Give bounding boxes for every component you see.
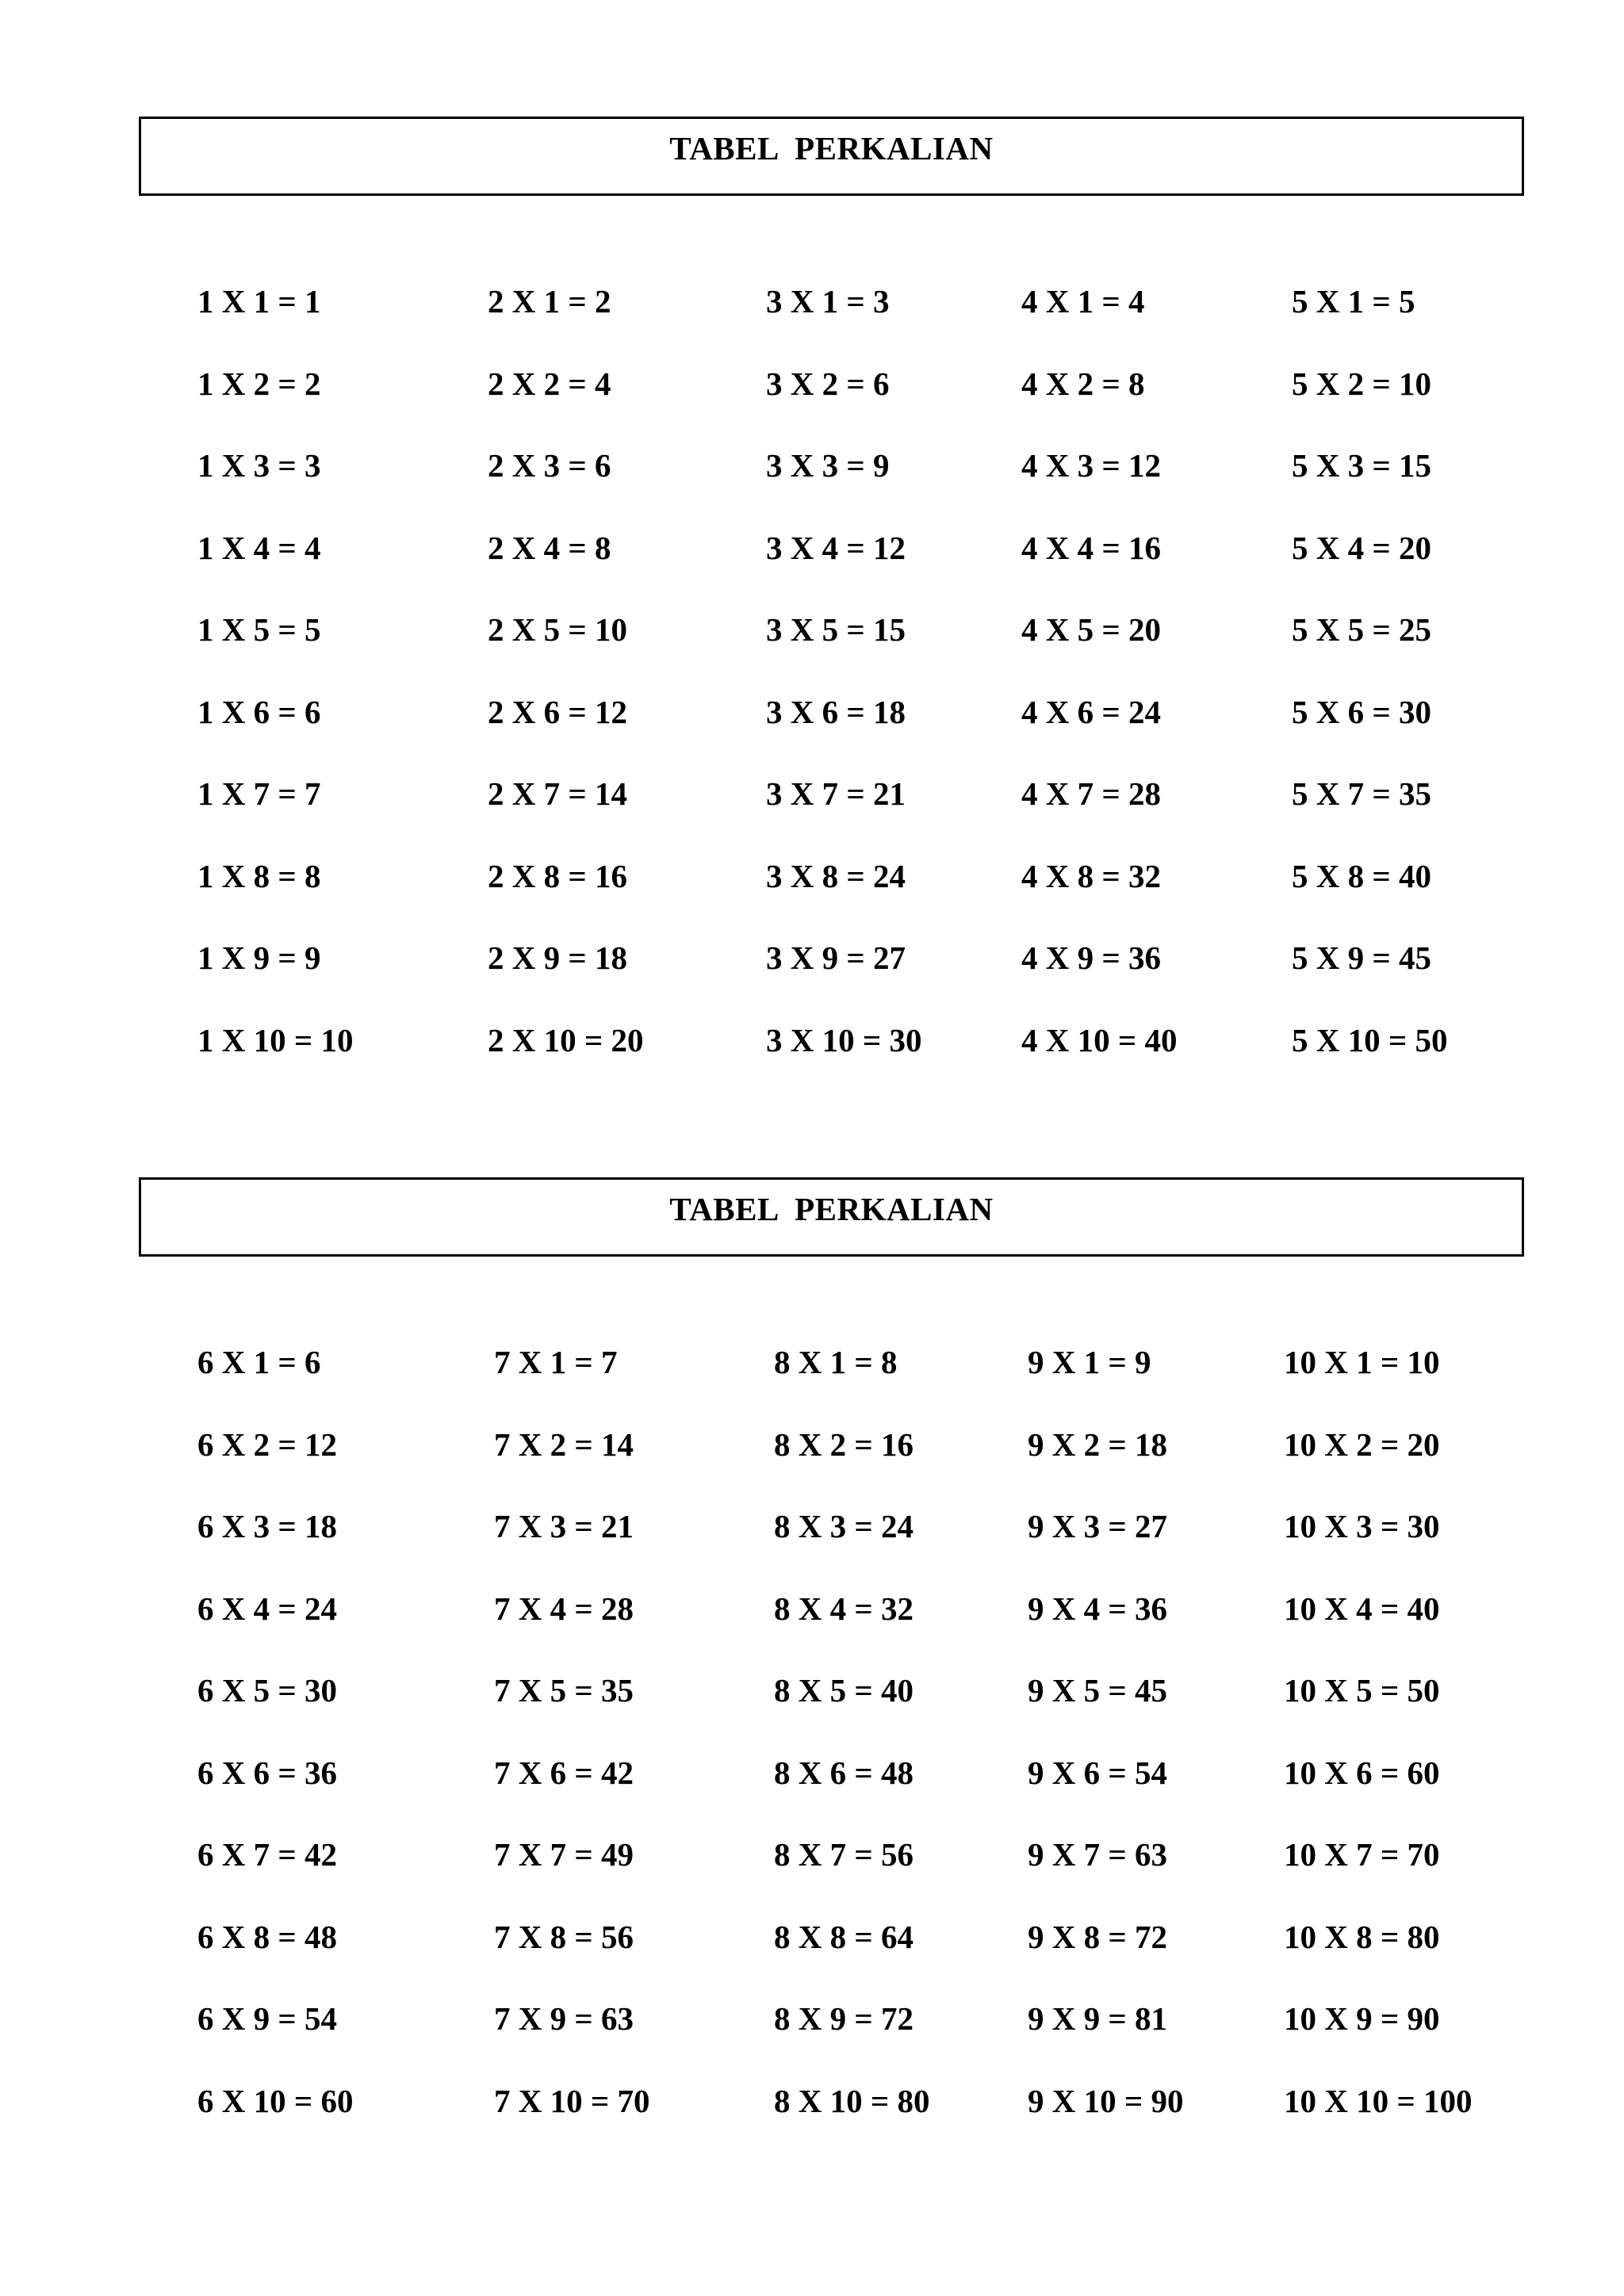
multiplication-entry: 4 X 1 = 4 — [1021, 283, 1145, 320]
multiplication-entry: 6 X 8 = 48 — [197, 1918, 337, 1955]
table-column — [494, 1342, 649, 2163]
multiplication-entry: 8 X 3 = 24 — [774, 1508, 914, 1544]
multiplication-entry: 2 X 7 = 14 — [488, 775, 627, 812]
multiplication-entry: 1 X 3 = 3 — [197, 447, 321, 484]
multiplication-entry: 4 X 9 = 36 — [1021, 939, 1161, 976]
multiplication-entry: 2 X 4 = 8 — [488, 529, 611, 566]
multiplication-entry: 8 X 10 = 80 — [774, 2082, 930, 2119]
multiplication-entry: 9 X 4 = 36 — [1028, 1590, 1167, 1627]
multiplication-entry: 1 X 10 = 10 — [197, 1021, 354, 1058]
multiplication-entry: 9 X 5 = 45 — [1028, 1672, 1167, 1709]
multiplication-entry: 6 X 4 = 24 — [197, 1590, 337, 1627]
multiplication-entry: 2 X 1 = 2 — [488, 283, 611, 320]
multiplication-entry: 1 X 8 = 8 — [197, 857, 321, 894]
multiplication-entry: 10 X 7 = 70 — [1284, 1836, 1440, 1873]
multiplication-entry: 4 X 7 = 28 — [1021, 775, 1161, 812]
multiplication-entry: 6 X 7 = 42 — [197, 1836, 337, 1873]
multiplication-entry: 2 X 10 = 20 — [488, 1021, 644, 1058]
multiplication-entry: 10 X 9 = 90 — [1284, 2000, 1440, 2037]
multiplication-entry: 3 X 9 = 27 — [766, 939, 906, 976]
multiplication-entry: 6 X 1 = 6 — [197, 1344, 321, 1380]
multiplication-entry: 1 X 2 = 2 — [197, 365, 321, 402]
multiplication-entry: 10 X 2 = 20 — [1284, 1425, 1440, 1463]
multiplication-entry: 7 X 4 = 28 — [494, 1590, 634, 1627]
multiplication-entry: 2 X 9 = 18 — [488, 939, 627, 976]
multiplication-entry: 9 X 8 = 72 — [1028, 1918, 1167, 1955]
multiplication-entry: 2 X 5 = 10 — [488, 611, 627, 648]
multiplication-entry: 2 X 2 = 4 — [488, 365, 611, 402]
multiplication-entry: 1 X 9 = 9 — [197, 939, 321, 976]
multiplication-entry: 9 X 6 = 54 — [1028, 1754, 1167, 1791]
multiplication-entry: 9 X 9 = 81 — [1028, 2000, 1167, 2037]
multiplication-entry: 5 X 7 = 35 — [1292, 775, 1431, 812]
multiplication-entry: 3 X 4 = 12 — [766, 529, 906, 566]
multiplication-entry: 8 X 7 = 56 — [774, 1836, 914, 1873]
multiplication-entry: 4 X 4 = 16 — [1021, 529, 1161, 566]
multiplication-entry: 9 X 7 = 63 — [1028, 1836, 1167, 1873]
multiplication-entry: 2 X 3 = 6 — [488, 447, 611, 484]
multiplication-entry: 10 X 8 = 80 — [1284, 1918, 1440, 1955]
multiplication-entry: 8 X 4 = 32 — [774, 1590, 914, 1627]
multiplication-entry: 4 X 6 = 24 — [1021, 693, 1161, 730]
multiplication-entry: 10 X 5 = 50 — [1284, 1672, 1440, 1709]
multiplication-entry: 8 X 9 = 72 — [774, 2000, 914, 2037]
multiplication-entry: 7 X 9 = 63 — [494, 2000, 634, 2037]
table-title: TABEL PERKALIAN — [669, 1191, 994, 1227]
multiplication-entry: 2 X 6 = 12 — [488, 693, 627, 730]
multiplication-entry: 5 X 5 = 25 — [1292, 611, 1431, 648]
multiplication-entry: 7 X 3 = 21 — [494, 1508, 634, 1544]
multiplication-entry: 8 X 6 = 48 — [774, 1754, 914, 1791]
multiplication-entry: 3 X 10 = 30 — [766, 1021, 922, 1058]
multiplication-entry: 6 X 6 = 36 — [197, 1754, 337, 1791]
multiplication-entry: 3 X 7 = 21 — [766, 775, 906, 812]
multiplication-entry: 1 X 6 = 6 — [197, 693, 321, 730]
table-column — [488, 281, 643, 1102]
multiplication-entry: 2 X 8 = 16 — [488, 857, 627, 894]
multiplication-entry: 3 X 6 = 18 — [766, 693, 906, 730]
multiplication-entry: 3 X 2 = 6 — [766, 365, 890, 402]
multiplication-entry: 5 X 1 = 5 — [1292, 283, 1415, 320]
multiplication-entry: 5 X 10 = 50 — [1292, 1021, 1448, 1058]
multiplication-entry: 6 X 10 = 60 — [197, 2082, 354, 2119]
table-title-box — [139, 1177, 1524, 1257]
multiplication-entry: 8 X 1 = 8 — [774, 1344, 898, 1380]
multiplication-entry: 6 X 2 = 12 — [197, 1425, 337, 1463]
multiplication-entry: 3 X 3 = 9 — [766, 447, 890, 484]
multiplication-entry: 5 X 4 = 20 — [1292, 529, 1431, 566]
table-column — [197, 281, 353, 1102]
multiplication-entry: 7 X 7 = 49 — [494, 1836, 634, 1873]
multiplication-entry: 6 X 5 = 30 — [197, 1672, 337, 1709]
multiplication-entry: 9 X 10 = 90 — [1028, 2082, 1184, 2119]
multiplication-entry: 7 X 2 = 14 — [494, 1425, 634, 1463]
multiplication-entry: 1 X 4 = 4 — [197, 529, 321, 566]
table-column — [197, 1342, 353, 2163]
multiplication-entry: 10 X 1 = 10 — [1284, 1344, 1440, 1380]
multiplication-entry: 8 X 8 = 64 — [774, 1918, 914, 1955]
multiplication-entry: 4 X 2 = 8 — [1021, 365, 1145, 402]
multiplication-entry: 4 X 3 = 12 — [1021, 447, 1161, 484]
multiplication-entry: 8 X 5 = 40 — [774, 1672, 914, 1709]
multiplication-entry: 5 X 8 = 40 — [1292, 857, 1431, 894]
multiplication-entry: 4 X 8 = 32 — [1021, 857, 1161, 894]
multiplication-entry: 10 X 3 = 30 — [1284, 1508, 1440, 1544]
multiplication-entry: 3 X 8 = 24 — [766, 857, 906, 894]
multiplication-entry: 5 X 2 = 10 — [1292, 365, 1431, 402]
table-column — [1021, 281, 1177, 1102]
multiplication-entry: 10 X 4 = 40 — [1284, 1590, 1440, 1627]
multiplication-entry: 4 X 10 = 40 — [1021, 1021, 1178, 1058]
multiplication-entry: 3 X 1 = 3 — [766, 283, 890, 320]
multiplication-entry: 3 X 5 = 15 — [766, 611, 906, 648]
multiplication-entry: 6 X 3 = 18 — [197, 1508, 337, 1544]
multiplication-entry: 6 X 9 = 54 — [197, 2000, 337, 2037]
multiplication-entry: 1 X 5 = 5 — [197, 611, 321, 648]
table-column — [1284, 1342, 1472, 2163]
multiplication-entry: 7 X 8 = 56 — [494, 1918, 634, 1955]
multiplication-entry: 4 X 5 = 20 — [1021, 611, 1161, 648]
multiplication-entry: 7 X 10 = 70 — [494, 2082, 650, 2119]
multiplication-entry: 5 X 9 = 45 — [1292, 939, 1431, 976]
table-column — [1028, 1342, 1183, 2163]
multiplication-entry: 8 X 2 = 16 — [774, 1425, 914, 1463]
multiplication-entry: 5 X 3 = 15 — [1292, 447, 1431, 484]
table-column — [1292, 281, 1447, 1102]
table-column — [766, 281, 921, 1102]
multiplication-entry: 9 X 3 = 27 — [1028, 1508, 1167, 1544]
multiplication-entry: 1 X 7 = 7 — [197, 775, 321, 812]
multiplication-entry: 10 X 10 = 100 — [1284, 2082, 1473, 2119]
table-title-box — [139, 117, 1524, 196]
multiplication-entry: 9 X 1 = 9 — [1028, 1344, 1151, 1380]
multiplication-entry: 10 X 6 = 60 — [1284, 1754, 1440, 1791]
multiplication-entry: 9 X 2 = 18 — [1028, 1425, 1167, 1463]
multiplication-entry: 7 X 6 = 42 — [494, 1754, 634, 1791]
multiplication-entry: 1 X 1 = 1 — [197, 283, 321, 320]
multiplication-entry: 7 X 1 = 7 — [494, 1344, 618, 1380]
table-title: TABEL PERKALIAN — [669, 130, 994, 166]
multiplication-entry: 7 X 5 = 35 — [494, 1672, 634, 1709]
multiplication-entry: 5 X 6 = 30 — [1292, 693, 1431, 730]
table-column — [774, 1342, 929, 2163]
